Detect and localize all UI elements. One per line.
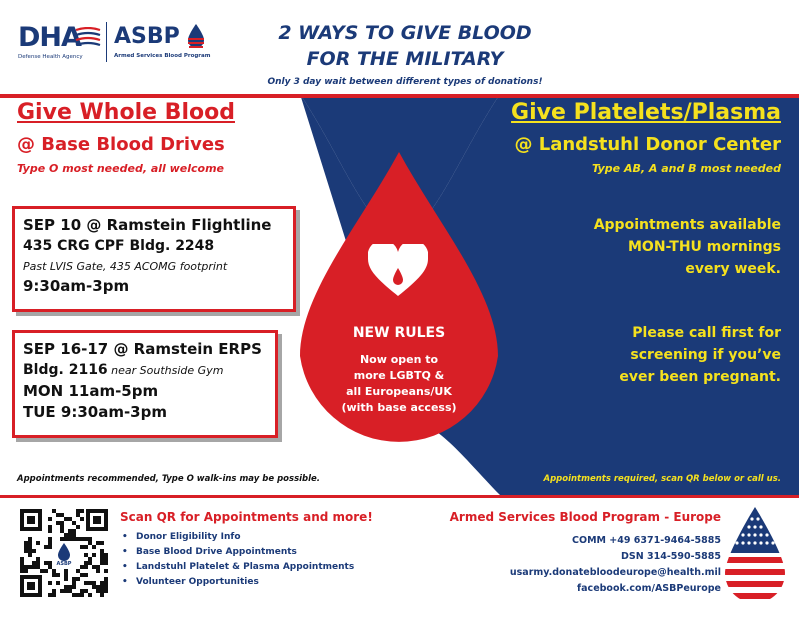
logo-divider [106,22,107,62]
qr-module [20,561,24,565]
qr-code-icon[interactable] [18,507,110,599]
qr-module [48,561,52,565]
scan-qr-title: Scan QR for Appointments and more! [120,510,373,524]
qr-module [64,569,68,573]
qr-module [76,537,80,541]
qr-module [48,517,52,521]
qr-module [92,565,96,569]
qr-module [100,561,104,565]
call-first-line: screening if you’ve [630,347,781,363]
list-item-label: Donor Eligibility Info [136,532,241,542]
drive2-hours-mon: MON 11am-5pm [23,382,159,400]
drive1-directions: Past LVIS Gate, 435 ACOMG footprint [23,260,228,273]
qr-module [44,569,48,573]
qr-link-list [120,530,354,590]
qr-module [96,565,100,569]
qr-module [100,541,104,545]
dha-logo-text: DHA [18,22,81,53]
asbp-logo-subtitle: Armed Services Blood Program [114,53,211,59]
contact-comm-phone[interactable]: COMM +49 6371-9464-5885 [572,535,721,546]
blood-drive-card-2 [12,330,278,438]
qr-module [104,561,108,565]
qr-module [68,533,72,537]
qr-module [64,537,68,541]
qr-module [92,581,96,585]
qr-module [56,513,60,517]
new-rules-line: more LGBTQ & [353,369,445,382]
main-title-line2: FOR THE MILITARY [306,48,504,70]
list-item[interactable] [120,530,354,545]
qr-module [104,577,108,581]
section-divider [0,495,799,498]
qr-module [72,533,76,537]
qr-module [104,581,108,585]
drive2-date-location: SEP 16-17 @ Ramstein ERPS [23,340,262,358]
qr-module [80,509,84,513]
qr-module [36,561,40,565]
qr-module [80,573,84,577]
qr-module [80,517,84,521]
list-item[interactable] [120,575,354,590]
list-item-label: Base Blood Drive Appointments [136,547,297,557]
qr-module [72,537,76,541]
qr-module [76,577,80,581]
platelets-call-first [619,322,781,388]
qr-module [88,581,92,585]
qr-module [28,545,32,549]
qr-module [76,593,80,597]
flag-blood-drop-icon [723,505,787,605]
qr-module [92,585,96,589]
qr-module [68,585,72,589]
new-rules-title: NEW RULES [352,325,446,341]
bullet-icon: • [122,577,128,587]
bullet-icon: • [122,547,128,557]
qr-module [84,537,88,541]
qr-module [92,545,96,549]
qr-module [56,581,60,585]
qr-module [36,557,40,561]
platelets-footnote: Appointments required, scan QR below or call us. [543,474,781,484]
qr-module [36,565,40,569]
qr-module [44,561,48,565]
qr-module [104,557,108,561]
qr-module [88,561,92,565]
qr-module [44,545,48,549]
qr-module [104,585,108,589]
list-item-label: Landstuhl Platelet & Plasma Appointments [136,562,355,572]
qr-module [24,549,28,553]
qr-module [56,573,60,577]
contact-email[interactable]: usarmy.donatebloodeurope@health.mil [509,567,721,578]
qr-module [28,549,32,553]
qr-module [24,545,28,549]
qr-module [60,525,64,529]
qr-module [84,545,88,549]
qr-module [48,581,52,585]
qr-module [84,581,88,585]
appointments-line: every week. [685,261,781,277]
qr-module [80,593,84,597]
qr-module [76,513,80,517]
qr-module [84,561,88,565]
qr-module [60,521,64,525]
qr-module [28,553,32,557]
qr-module [88,537,92,541]
qr-module [24,569,28,573]
list-item[interactable] [120,545,354,560]
header [0,0,799,94]
qr-module [52,569,56,573]
new-rules-line: all Europeans/UK [346,385,452,398]
platelets-location: @ Landstuhl Donor Center [514,134,781,155]
qr-module [68,529,72,533]
qr-module [72,581,76,585]
qr-module [60,589,64,593]
platelets-appointments [594,214,781,280]
qr-module [100,585,104,589]
qr-module [100,549,104,553]
qr-module [32,561,36,565]
dha-logo-subtitle: Defense Health Agency [18,54,83,60]
qr-module [100,581,104,585]
main-subtitle: Only 3 day wait between different types of donations! [267,77,543,87]
asbp-logo-text: ASBP [114,24,180,49]
drive1-building: 435 CRG CPF Bldg. 2248 [23,238,215,254]
qr-module [52,589,56,593]
qr-module [28,541,32,545]
drive1-hours: 9:30am-3pm [23,277,130,295]
qr-module [20,569,24,573]
qr-module [100,553,104,557]
qr-module [28,537,32,541]
asbp-drop-icon [188,24,204,48]
contact-info [510,533,721,597]
qr-module [80,537,84,541]
contact-facebook[interactable]: facebook.com/ASBPeurope [577,583,721,594]
qr-module [24,541,28,545]
qr-module [96,541,100,545]
qr-module [60,529,64,533]
org-title: Armed Services Blood Program - Europe [449,510,721,524]
whole-blood-location: @ Base Blood Drives [17,134,225,155]
qr-module [36,541,40,545]
qr-module [48,541,52,545]
qr-module [84,589,88,593]
qr-module [64,533,68,537]
qr-module [104,569,108,573]
qr-module [88,557,92,561]
bullet-icon: • [122,532,128,542]
qr-module [80,565,84,569]
dha-flag-icon [74,27,102,47]
qr-module [72,593,76,597]
drive2-building [23,360,267,381]
new-rules-line: (with base access) [341,401,457,414]
qr-module [64,589,68,593]
qr-module [52,593,56,597]
qr-module [28,565,32,569]
drive1-date-location: SEP 10 @ Ramstein Flightline [23,216,272,234]
qr-module [64,585,68,589]
qr-module [72,521,76,525]
qr-module [104,589,108,593]
qr-module [88,593,92,597]
main-title-line1: 2 WAYS TO GIVE BLOOD [278,22,532,44]
qr-module [48,545,52,549]
qr-module [96,569,100,573]
qr-module [24,565,28,569]
bullet-icon: • [122,562,128,572]
call-first-line: Please call first for [632,325,781,341]
qr-module [84,565,88,569]
qr-module [72,585,76,589]
qr-module [64,517,68,521]
qr-module [88,541,92,545]
call-first-line: ever been pregnant. [619,369,781,385]
whole-blood-title: Give Whole Blood [17,100,235,125]
appointments-line: MON-THU mornings [627,239,781,255]
whole-blood-footnote: Appointments recommended, Type O walk-ins may be possible. [17,474,321,484]
qr-module [40,569,44,573]
qr-module [100,589,104,593]
qr-module [84,573,88,577]
heart-with-drop-icon [368,244,428,298]
qr-module [80,545,84,549]
drive2-building-number: Bldg. 2116 [23,362,108,378]
qr-module [84,553,88,557]
drive2-building-note: near Southside Gym [107,364,224,377]
qr-module [64,577,68,581]
drive2-hours-tue: TUE 9:30am-3pm [23,403,167,421]
qr-module [48,525,52,529]
list-item-label: Volunteer Opportunities [136,577,259,587]
new-rules-body [330,352,468,416]
new-rules-line: Now open to [359,353,439,366]
qr-center-label: ASBP [56,561,72,567]
qr-module [20,557,24,561]
contact-dsn-phone[interactable]: DSN 314-590-5885 [621,551,721,562]
platelets-note: Type AB, A and B most needed [591,162,781,175]
qr-module [100,593,104,597]
qr-module [96,585,100,589]
whole-blood-note: Type O most needed, all welcome [17,162,225,175]
qr-module [52,573,56,577]
qr-module [76,509,80,513]
qr-module [64,573,68,577]
qr-module [96,589,100,593]
qr-module [52,509,56,513]
list-item[interactable] [120,560,354,575]
qr-module [68,589,72,593]
asbp-logo [114,24,214,64]
qr-module [48,537,52,541]
qr-module [76,569,80,573]
qr-module [60,513,64,517]
qr-module [48,529,52,533]
platelets-title: Give Platelets/Plasma [511,100,781,125]
qr-module [56,521,60,525]
qr-module [100,557,104,561]
qr-module [48,565,52,569]
qr-module [20,565,24,569]
qr-module [104,553,108,557]
qr-module [72,529,76,533]
qr-module [32,565,36,569]
qr-module [60,537,64,541]
appointments-line: Appointments available [593,217,781,233]
qr-module [76,525,80,529]
qr-module [80,589,84,593]
qr-module [68,517,72,521]
qr-module [92,553,96,557]
qr-module [48,593,52,597]
qr-module [68,537,72,541]
dha-logo [18,22,104,64]
blood-drive-card-1 [12,206,296,312]
qr-module [32,549,36,553]
qr-module [72,577,76,581]
